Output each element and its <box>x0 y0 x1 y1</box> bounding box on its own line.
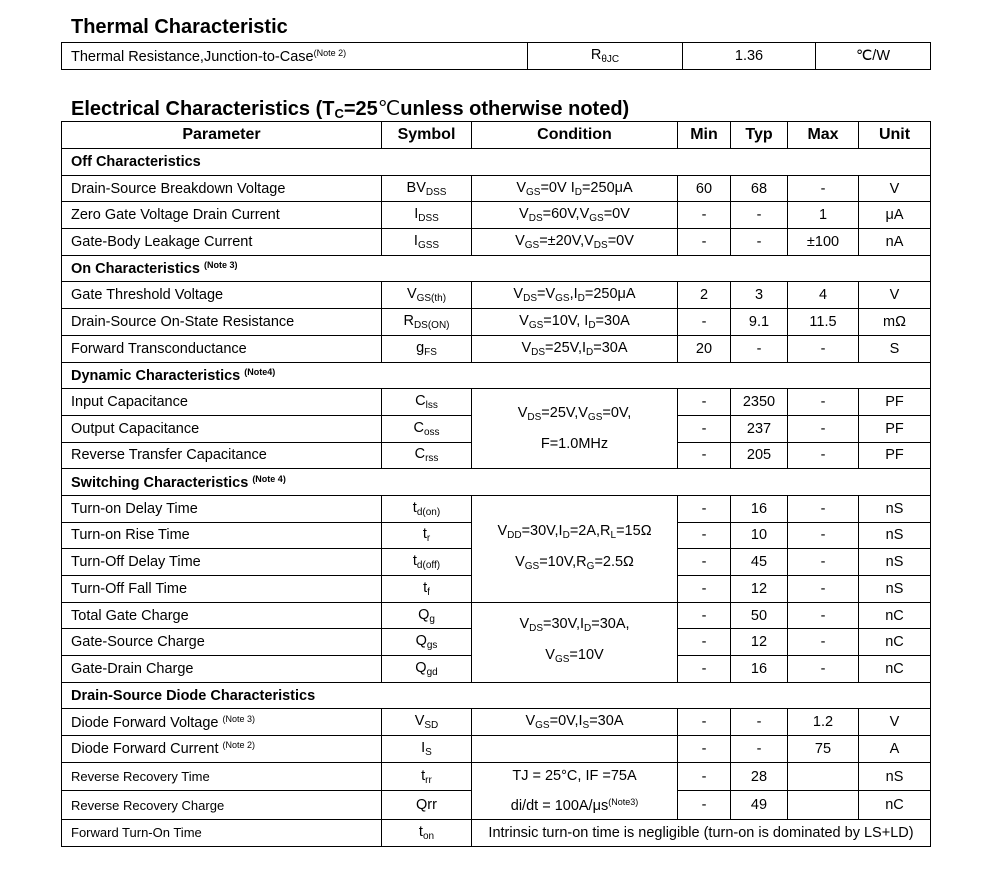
symbol-cell: $V_{GS(th)}$ <box>382 282 472 309</box>
table-row <box>62 202 931 229</box>
min-cell: - <box>678 762 731 791</box>
max-cell: - <box>788 335 859 362</box>
section-row <box>62 469 931 496</box>
symbol-cell: $I_{GSS}$ <box>382 229 472 256</box>
param-cell: Turn-on Delay Time <box>62 495 382 522</box>
param-cell: Turn-Off Delay Time <box>62 549 382 576</box>
param-cell: Diode Forward Current $^{(Note 2)}$ <box>62 736 382 763</box>
max-cell: 1 <box>788 202 859 229</box>
typ-cell: - <box>731 202 788 229</box>
unit-cell: mΩ <box>859 309 931 336</box>
section-label: Off Characteristics <box>62 149 931 176</box>
symbol-cell: $R_{DS(ON)}$ <box>382 309 472 336</box>
min-cell: - <box>678 549 731 576</box>
param-cell: Zero Gate Voltage Drain Current <box>62 202 382 229</box>
table-row <box>62 43 931 70</box>
min-cell: - <box>678 415 731 442</box>
param-cell: Drain-Source Breakdown Voltage <box>62 175 382 202</box>
param-cell: Forward Transconductance <box>62 335 382 362</box>
typ-cell: 12 <box>731 629 788 656</box>
column-header: Symbol <box>382 122 472 149</box>
min-cell: - <box>678 709 731 736</box>
section-label: Drain-Source Diode Characteristics <box>62 682 931 709</box>
min-cell: - <box>678 736 731 763</box>
symbol-cell: $t_{rr}$ <box>382 762 472 791</box>
symbol-cell: Qrr <box>382 791 472 820</box>
table-row <box>62 736 931 763</box>
symbol-cell: $t_f$ <box>382 576 472 603</box>
unit-cell: nA <box>859 229 931 256</box>
param-cell: Reverse Recovery Time <box>62 762 382 791</box>
typ-cell: 3 <box>731 282 788 309</box>
unit-cell: PF <box>859 389 931 416</box>
min-cell: - <box>678 442 731 469</box>
typ-cell: 45 <box>731 549 788 576</box>
table-row <box>62 282 931 309</box>
param-cell: Gate-Drain Charge <box>62 656 382 683</box>
column-header: Parameter <box>62 122 382 149</box>
table-row <box>62 495 931 522</box>
max-cell: - <box>788 522 859 549</box>
table-row <box>62 602 931 629</box>
symbol-cell: $V_{SD}$ <box>382 709 472 736</box>
condition-cell: $V_{GS}=0V,I_S=30A$ <box>472 709 678 736</box>
typ-cell: 12 <box>731 576 788 603</box>
unit-cell: nS <box>859 495 931 522</box>
param-cell: Reverse Transfer Capacitance <box>62 442 382 469</box>
header-row <box>62 122 931 149</box>
condition-cell <box>472 736 678 763</box>
unit-cell: PF <box>859 442 931 469</box>
param-cell: Gate Threshold Voltage <box>62 282 382 309</box>
section-label: On Characteristics $^{(Note 3)}$ <box>62 255 931 282</box>
max-cell: - <box>788 415 859 442</box>
unit-cell: μA <box>859 202 931 229</box>
min-cell: - <box>678 791 731 820</box>
param-cell: Gate-Body Leakage Current <box>62 229 382 256</box>
symbol-cell: $t_{d(on)}$ <box>382 495 472 522</box>
unit-cell: nS <box>859 762 931 791</box>
section-label: Dynamic Characteristics $^{(Note4)}$ <box>62 362 931 389</box>
column-header: Unit <box>859 122 931 149</box>
max-cell: - <box>788 656 859 683</box>
unit-cell: nS <box>859 522 931 549</box>
max-cell: - <box>788 389 859 416</box>
thermal-table <box>61 42 931 70</box>
thermal-unit-cell: ℃/W <box>816 43 931 70</box>
min-cell: 60 <box>678 175 731 202</box>
condition-cell: $V_{DS}=V_{GS},I_D=250\mu A$ <box>472 282 678 309</box>
param-cell: Forward Turn-On Time <box>62 819 382 846</box>
condition-cell: $V_{GS}=10V$, $I_D=30A$ <box>472 309 678 336</box>
max-cell: - <box>788 629 859 656</box>
typ-cell: 9.1 <box>731 309 788 336</box>
min-cell: - <box>678 229 731 256</box>
symbol-cell: $C_{lss}$ <box>382 389 472 416</box>
min-cell: - <box>678 309 731 336</box>
symbol-cell: $Q_g$ <box>382 602 472 629</box>
symbol-cell: $Q_{gs}$ <box>382 629 472 656</box>
condition-cell: $V_{GS}=\pm 20V,V_{DS}=0V$ <box>472 229 678 256</box>
table-row <box>62 762 931 791</box>
symbol-cell: $C_{rss}$ <box>382 442 472 469</box>
max-cell: - <box>788 495 859 522</box>
max-cell: 4 <box>788 282 859 309</box>
param-cell: Turn-Off Fall Time <box>62 576 382 603</box>
max-cell: - <box>788 175 859 202</box>
symbol-cell: $t_r$ <box>382 522 472 549</box>
typ-cell: 49 <box>731 791 788 820</box>
condition-cell: $V_{DD}=30V,I_D=2A,R_L=15\Omega$ $V_{GS}=10V,R_G=2.5\Omega$ <box>472 495 678 602</box>
min-cell: 2 <box>678 282 731 309</box>
symbol-cell: $Q_{gd}$ <box>382 656 472 683</box>
max-cell: 75 <box>788 736 859 763</box>
column-header: Typ <box>731 122 788 149</box>
unit-cell: V <box>859 175 931 202</box>
symbol-cell: $I_S$ <box>382 736 472 763</box>
typ-cell: 237 <box>731 415 788 442</box>
symbol-cell: $g_{FS}$ <box>382 335 472 362</box>
typ-cell: 68 <box>731 175 788 202</box>
min-cell: - <box>678 576 731 603</box>
section-row <box>62 362 931 389</box>
symbol-cell: $t_{on}$ <box>382 819 472 846</box>
condition-cell: $V_{GS}=0V$ $I_D=250\mu A$ <box>472 175 678 202</box>
condition-cell: $V_{DS}=30V,I_D=30A$, $V_{GS}=10V$ <box>472 602 678 682</box>
typ-cell: 50 <box>731 602 788 629</box>
unit-cell: nS <box>859 576 931 603</box>
thermal-value-cell: 1.36 <box>683 43 816 70</box>
typ-cell: - <box>731 335 788 362</box>
max-cell <box>788 762 859 791</box>
symbol-cell: $I_{DSS}$ <box>382 202 472 229</box>
table-row <box>62 389 931 416</box>
typ-cell: 16 <box>731 656 788 683</box>
thermal-symbol-cell: $R_{\theta JC}$ <box>528 43 683 70</box>
unit-cell: nC <box>859 656 931 683</box>
symbol-cell: $BV_{DSS}$ <box>382 175 472 202</box>
unit-cell: A <box>859 736 931 763</box>
param-cell: Gate-Source Charge <box>62 629 382 656</box>
param-cell: Total Gate Charge <box>62 602 382 629</box>
param-cell: Turn-on Rise Time <box>62 522 382 549</box>
unit-cell: PF <box>859 415 931 442</box>
section-row <box>62 255 931 282</box>
condition-cell: $V_{DS}=25V,I_D=30A$ <box>472 335 678 362</box>
param-cell: Input Capacitance <box>62 389 382 416</box>
thermal-param-cell: Thermal Resistance,Junction-to-Case$^{(Note 2)}$ <box>62 43 528 70</box>
unit-cell: nC <box>859 602 931 629</box>
column-header: Condition <box>472 122 678 149</box>
unit-cell: S <box>859 335 931 362</box>
electrical-table <box>61 121 931 847</box>
section-row <box>62 149 931 176</box>
unit-cell: nS <box>859 549 931 576</box>
table-row <box>62 229 931 256</box>
param-cell: Output Capacitance <box>62 415 382 442</box>
typ-cell: - <box>731 736 788 763</box>
param-cell: Reverse Recovery Charge <box>62 791 382 820</box>
table-row <box>62 309 931 336</box>
max-cell: ±100 <box>788 229 859 256</box>
min-cell: - <box>678 202 731 229</box>
symbol-cell: $C_{oss}$ <box>382 415 472 442</box>
typ-cell: 205 <box>731 442 788 469</box>
param-cell: Diode Forward Voltage $^{(Note 3)}$ <box>62 709 382 736</box>
thermal-heading: Thermal Characteristic <box>71 16 288 38</box>
max-cell: - <box>788 442 859 469</box>
condition-cell: $V_{DS}=25V,V_{GS}=0V$, F=1.0MHz <box>472 389 678 469</box>
typ-cell: - <box>731 229 788 256</box>
unit-cell: nC <box>859 629 931 656</box>
symbol-cell: $t_{d(off)}$ <box>382 549 472 576</box>
min-cell: 20 <box>678 335 731 362</box>
typ-cell: 2350 <box>731 389 788 416</box>
max-cell <box>788 791 859 820</box>
min-cell: - <box>678 602 731 629</box>
unit-cell: nC <box>859 791 931 820</box>
max-cell: 1.2 <box>788 709 859 736</box>
typ-cell: 16 <box>731 495 788 522</box>
section-label: Switching Characteristics $^{(Note 4)}$ <box>62 469 931 496</box>
electrical-heading: Electrical Characteristics ($T_C=25℃unless$ otherwise noted) <box>71 98 630 121</box>
column-header: Min <box>678 122 731 149</box>
condition-cell: $V_{DS}=60V,V_{GS}=0V$ <box>472 202 678 229</box>
unit-cell: V <box>859 709 931 736</box>
min-cell: - <box>678 389 731 416</box>
unit-cell: V <box>859 282 931 309</box>
min-cell: - <box>678 629 731 656</box>
condition-cell: TJ = 25°C, IF =75A $di/dt = 100A/\mu s^{(Note3)}$ <box>472 762 678 819</box>
table-row <box>62 819 931 846</box>
table-row <box>62 335 931 362</box>
column-header: Max <box>788 122 859 149</box>
min-cell: - <box>678 522 731 549</box>
typ-cell: 10 <box>731 522 788 549</box>
param-cell: Drain-Source On-State Resistance <box>62 309 382 336</box>
max-cell: - <box>788 576 859 603</box>
typ-cell: 28 <box>731 762 788 791</box>
min-cell: - <box>678 495 731 522</box>
table-row <box>62 709 931 736</box>
table-row <box>62 175 931 202</box>
max-cell: 11.5 <box>788 309 859 336</box>
max-cell: - <box>788 549 859 576</box>
section-row <box>62 682 931 709</box>
condition-cell: Intrinsic turn-on time is negligible (turn-on is dominated by LS+LD) <box>472 819 931 846</box>
max-cell: - <box>788 602 859 629</box>
typ-cell: - <box>731 709 788 736</box>
min-cell: - <box>678 656 731 683</box>
